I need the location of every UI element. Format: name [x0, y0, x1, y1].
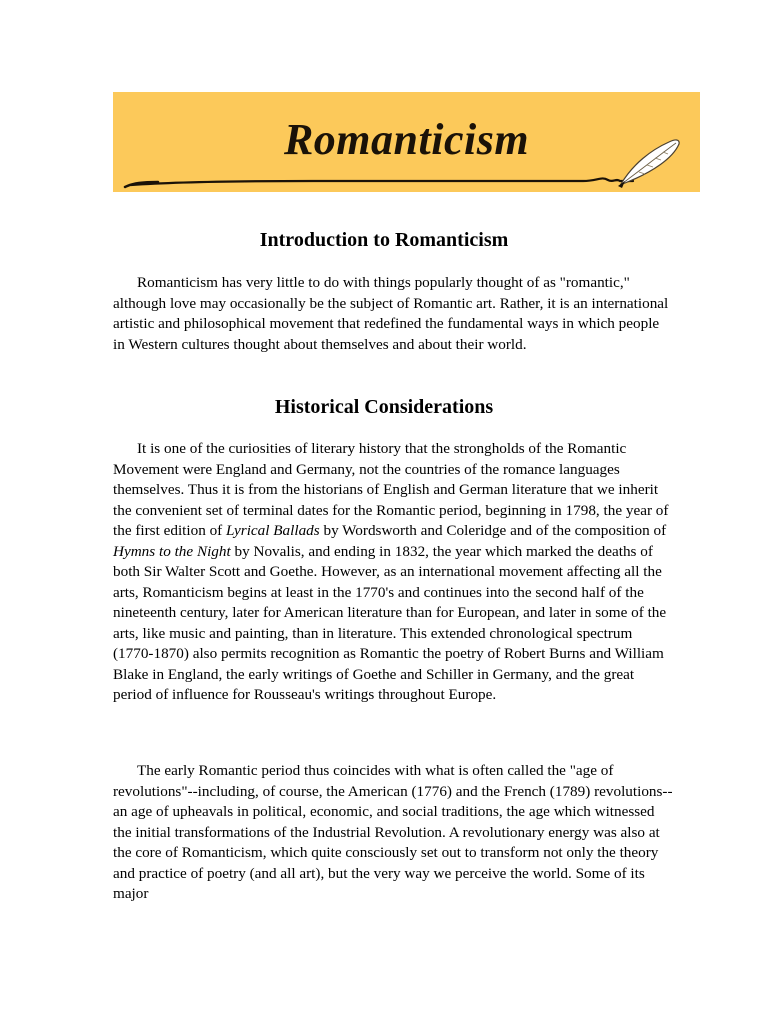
banner-title: Romanticism [283, 115, 530, 164]
section-heading-historical: Historical Considerations [274, 396, 494, 418]
paragraph-introduction: Romanticism has very little to do with things popularly thought of as "romantic," although love may occasionally be the subject of Romantic art. Rather, it is an international artistic and philosophical movement that redefined the fundamental ways in which people in Western cultures thought about themselves and about their world. [113, 274, 669, 353]
text-run: by Novalis, and ending in 1832, the year which marked the deaths of both Sir Walter Scott and Goethe. However, as an international movement affecting all the arts, Romanticism begins at least in the 1770's and continues into the second half of the nineteenth century, later for American literature than for European, and later in some of the arts, like music and painting, than in literature. This extended chronological spectrum (1770-1870) also permits recognition as Romantic the poetry of Robert Burns and William Blake in England, the early writings of Goethe and Schiller in Germany, and the great period of influence for Rousseau's writings throughout Europe. [113, 542, 667, 703]
work-title-hymns-to-the-night: Hymns to the Night [113, 542, 231, 560]
paragraph-historical-1 [113, 439, 673, 706]
text-run: by Wordsworth and Coleridge and of the composition of [319, 522, 667, 539]
paragraph-historical-2: The early Romantic period thus coincides with what is often called the "age of revolutions"--including, of course, the American (1776) and the French (1789) revolutions--an age of upheavals in political, economic, and social traditions, the age which witnessed the initial transformations of the Industrial Revolution. A revolutionary energy was also at the core of Romanticism, which quite consciously set out to transform not only the theory and practice of poetry (and all art), but the very way we perceive the world. Some of its major [113, 762, 673, 902]
text-run: It is one of the curiosities of literary history that the strongholds of the Romantic Movement were England and Germany, not the countries of the romance languages themselves. Thus it is from the historians of English and German literature that we inherit the convenient set of terminal dates for the Romantic period, beginning in 1798, the year of the first edition of [113, 440, 669, 539]
work-title-lyrical-ballads: Lyrical Ballads [226, 522, 320, 539]
section-heading-introduction: Introduction to Romanticism [259, 229, 509, 251]
title-banner [113, 92, 700, 192]
